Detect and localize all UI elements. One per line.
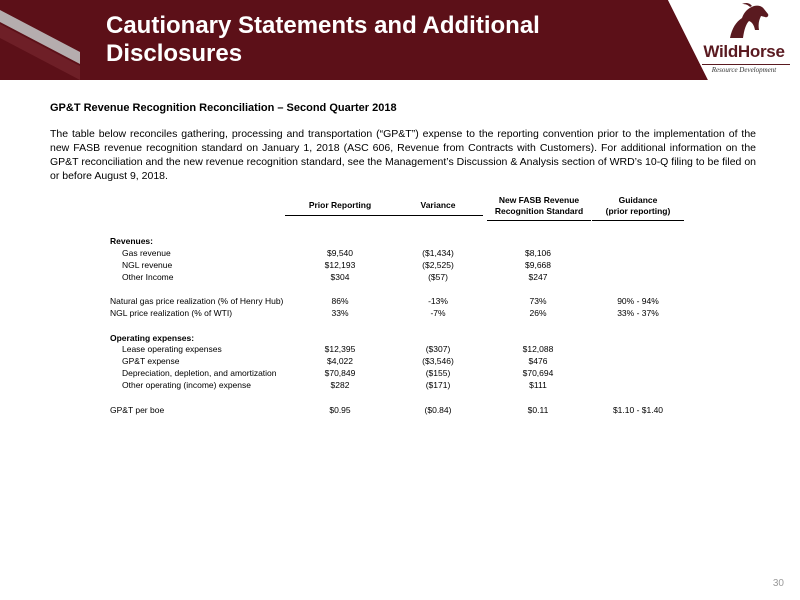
- logo-wordmark: WildHorse: [703, 42, 785, 61]
- variance-value: -7%: [430, 308, 446, 318]
- new-value: $9,668: [525, 260, 551, 270]
- column-header-prior: [285, 200, 395, 216]
- opex-label: Operating expenses:: [110, 333, 195, 343]
- column-header-new-line2: Recognition Standard: [494, 206, 584, 216]
- column-header-variance-text: Variance: [420, 200, 456, 210]
- prior-value: $70,849: [324, 368, 356, 378]
- row-label: Depreciation, depletion, and amortization: [122, 368, 277, 378]
- row-label: GP&T per boe: [110, 405, 165, 415]
- new-value: 73%: [529, 296, 547, 306]
- revenues-label: Revenues:: [110, 236, 153, 246]
- prior-value: $282: [330, 380, 350, 390]
- slide-title: Cautionary Statements and Additional Disclosures: [106, 12, 540, 67]
- column-header-guidance-line2: (prior reporting): [605, 206, 671, 216]
- prior-value: $9,540: [327, 248, 353, 258]
- prior-value: 33%: [331, 308, 349, 318]
- row-label: NGL revenue: [122, 260, 173, 270]
- new-value: $70,694: [522, 368, 554, 378]
- row-label: Other operating (income) expense: [122, 380, 251, 390]
- new-value: $111: [529, 380, 547, 390]
- table-row: [110, 404, 710, 416]
- variance-value: ($155): [425, 368, 451, 378]
- column-header-underline: [285, 215, 395, 216]
- guidance-value: 33% - 37%: [617, 308, 659, 318]
- new-value: $476: [528, 356, 548, 366]
- guidance-value: 90% - 94%: [617, 296, 659, 306]
- column-header-new-line1: New FASB Revenue: [498, 195, 580, 205]
- table-row: [110, 355, 710, 367]
- row-label: Gas revenue: [122, 248, 171, 258]
- table-row: [110, 343, 710, 355]
- new-value: 26%: [529, 308, 547, 318]
- variance-value: ($307): [425, 344, 451, 354]
- row-label: Natural gas price realization (% of Henry Hub): [110, 296, 284, 306]
- table-row: [110, 259, 710, 271]
- new-value: $0.11: [527, 405, 549, 415]
- prior-value: $4,022: [327, 356, 353, 366]
- table-row: [110, 307, 710, 319]
- variance-value: ($1,434): [422, 248, 454, 258]
- company-logo: [692, 2, 796, 78]
- new-value: $12,088: [522, 344, 554, 354]
- row-label: GP&T expense: [122, 356, 180, 366]
- logo-tagline: Resource Development: [711, 66, 777, 74]
- variance-value: ($57): [428, 272, 448, 282]
- column-header-variance: [393, 200, 483, 216]
- column-header-guidance-line1: Guidance: [618, 195, 658, 205]
- table-row: [110, 295, 710, 307]
- table-row: [110, 379, 710, 391]
- row-label: Lease operating expenses: [122, 344, 222, 354]
- column-header-underline: [487, 220, 591, 221]
- column-header-underline: [592, 220, 684, 221]
- table-row: [110, 271, 710, 283]
- column-header-guidance: [592, 195, 684, 221]
- column-header-underline: [393, 215, 483, 216]
- row-label: Other Income: [122, 272, 174, 282]
- section-title: GP&T Revenue Recognition Reconciliation – Second Quarter 2018: [50, 102, 397, 114]
- table-row: [110, 367, 710, 379]
- logo-divider: [702, 64, 790, 65]
- variance-value: ($0.84): [424, 405, 452, 415]
- guidance-value: $1.10 - $1.40: [612, 405, 664, 415]
- column-header-new: [487, 195, 591, 221]
- variance-value: ($3,546): [422, 356, 454, 366]
- prior-value: $304: [330, 272, 350, 282]
- prior-value: $12,193: [324, 260, 356, 270]
- new-value: $247: [528, 272, 548, 282]
- prior-value: $12,395: [324, 344, 356, 354]
- prior-value: 86%: [331, 296, 349, 306]
- intro-paragraph: The table below reconciles gathering, processing and transportation (“GP&T”) expense to the reporting convention prior to the implementation of the new FASB revenue recognition standard on January 1, 2018 (ASC 606, Revenue from Contracts with Customers). For additional information on the GP&T reconciliation and the new revenue recognition standard, see the Management’s Discussion & Analysis section of WRD’s 10-Q filing to be filed on or before August 9, 2018.: [50, 128, 756, 182]
- new-value: $8,106: [525, 248, 551, 258]
- prior-value: $0.95: [329, 405, 351, 415]
- table-row: [110, 247, 710, 259]
- variance-value: ($2,525): [422, 260, 454, 270]
- variance-value: ($171): [425, 380, 451, 390]
- horse-icon: [722, 2, 772, 42]
- row-label: NGL price realization (% of WTI): [110, 308, 233, 318]
- variance-value: -13%: [428, 296, 448, 306]
- header-banner: [0, 0, 800, 80]
- column-header-prior-text: Prior Reporting: [308, 200, 372, 210]
- page-number: 30: [772, 578, 784, 589]
